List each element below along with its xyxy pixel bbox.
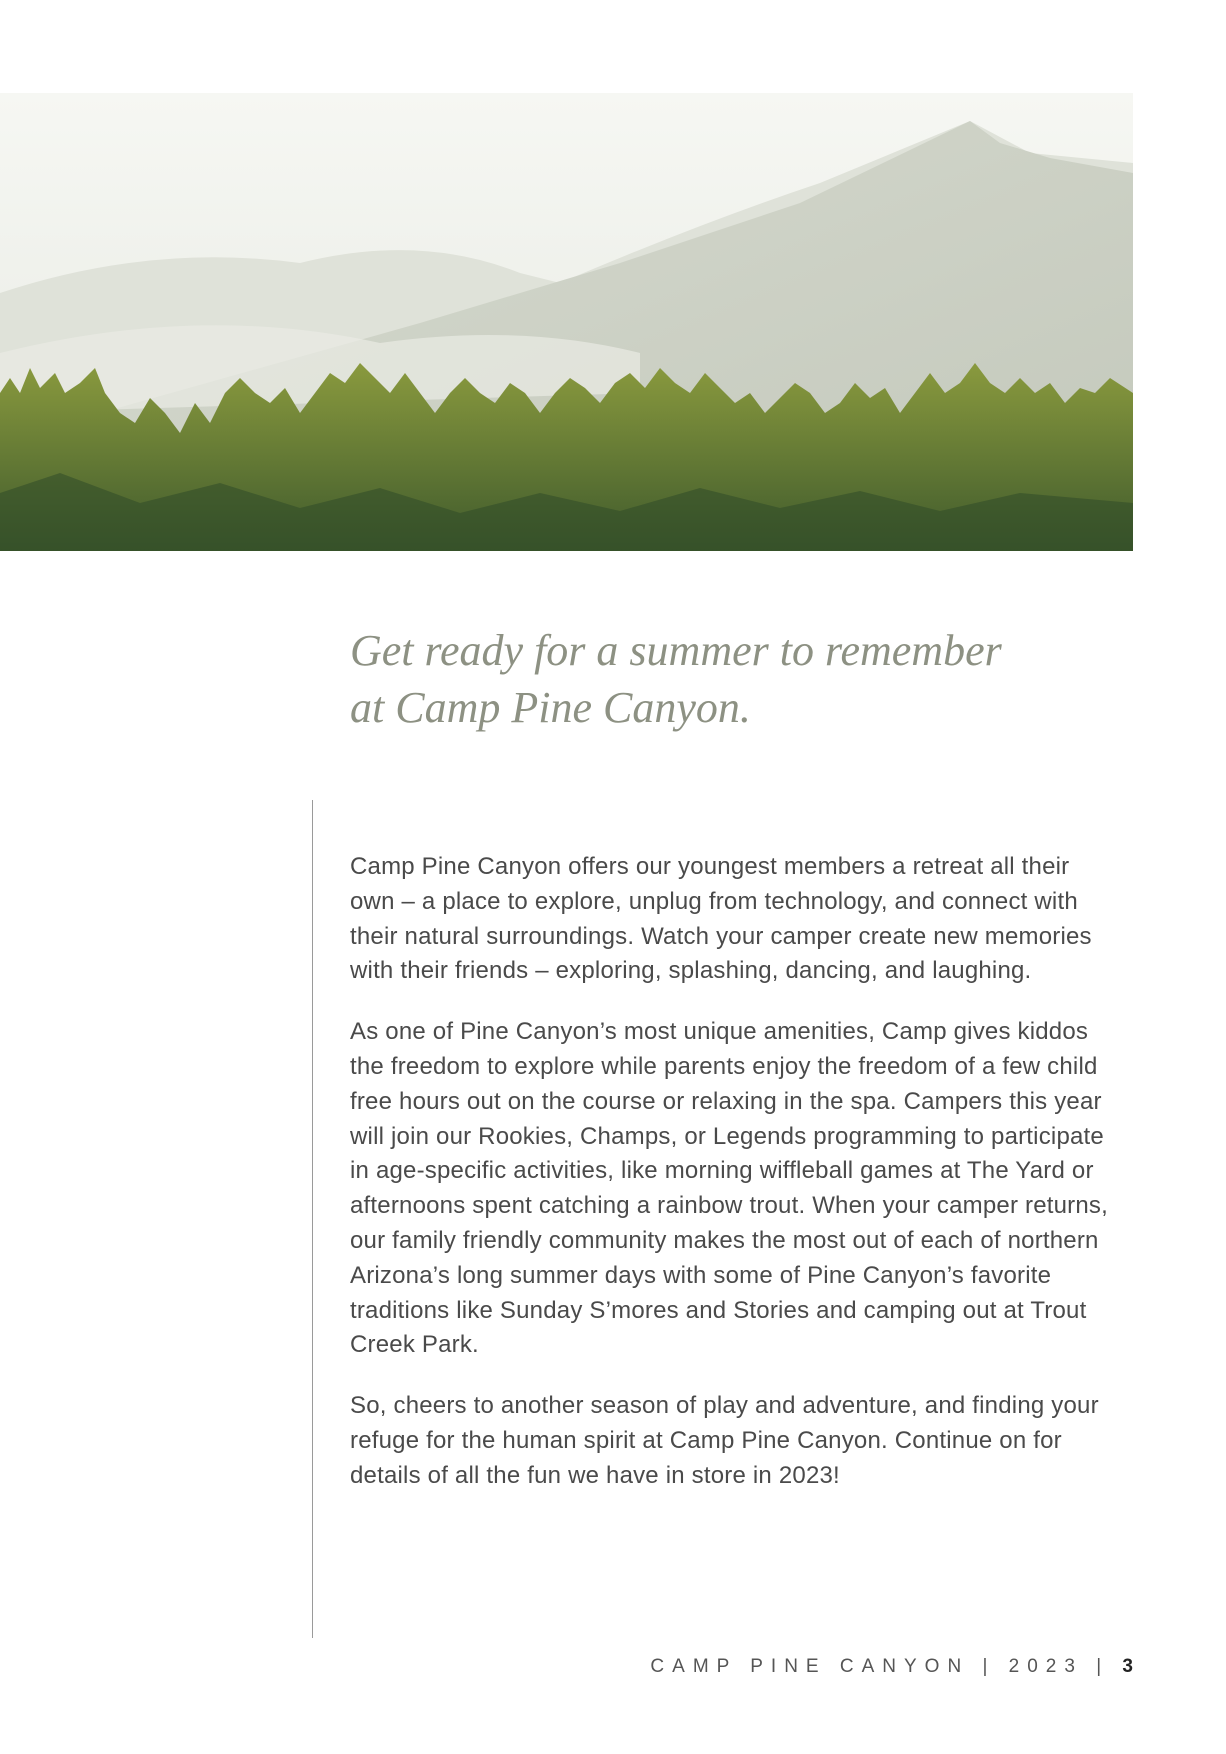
- paragraph-intro: Camp Pine Canyon offers our youngest members a retreat all their own – a place to explore, unplug from technology, and connect with their natural surroundings. Watch your camper create new memories with their friends – exploring, splashing, dancing, and laughing.: [350, 853, 1092, 985]
- headline-line-2: at Camp Pine Canyon.: [350, 683, 751, 732]
- page-footer: [650, 1656, 1133, 1678]
- body-text: [350, 850, 1120, 1520]
- vertical-divider: [312, 800, 313, 1638]
- page-headline: [350, 622, 1110, 736]
- paragraph-amenities: As one of Pine Canyon’s most unique amenities, Camp gives kiddos the freedom to explore while parents enjoy the freedom of a few child free hours out on the course or relaxing in the spa. Campers this year will join our Rookies, Champs, or Legends programming to participate in age-specific activities, like morning wiffleball games at The Yard or afternoons spent catching a rainbow trout. When your camper returns, our family friendly community makes the most out of each of northern Arizona’s long summer days with some of Pine Canyon’s favorite traditions like Sunday S’mores and Stories and camping out at Trout Creek Park.: [350, 1018, 1108, 1359]
- headline-line-1: Get ready for a summer to remember: [350, 626, 1002, 675]
- page-number: 3: [1122, 1656, 1133, 1677]
- footer-label: CAMP PINE CANYON | 2023 |: [650, 1656, 1110, 1677]
- hero-image-mountain-forest: [0, 93, 1133, 551]
- paragraph-closing: So, cheers to another season of play and adventure, and finding your refuge for the human spirit at Camp Pine Canyon. Continue on for details of all the fun we have in store in 2023!: [350, 1392, 1099, 1489]
